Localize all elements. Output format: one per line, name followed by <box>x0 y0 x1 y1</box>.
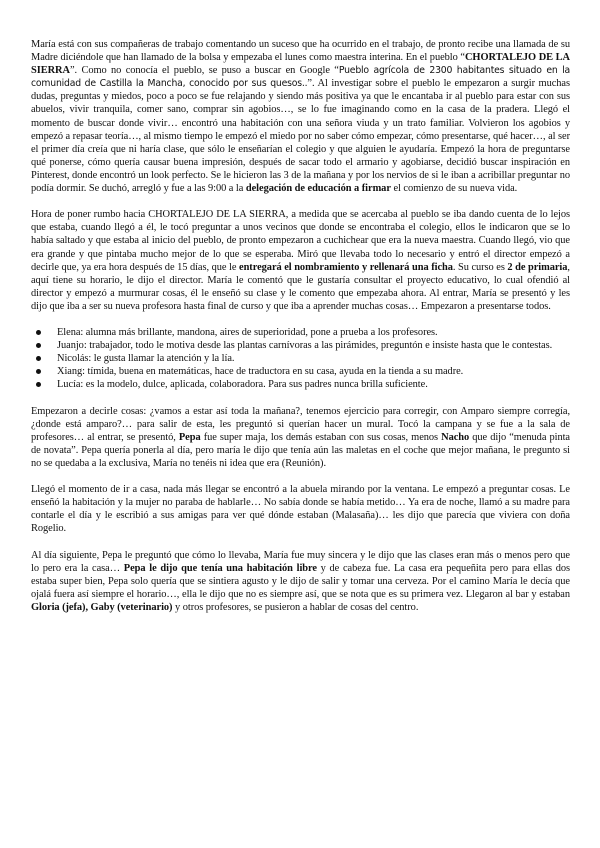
bold-town-name: CHORTALEJO DE LA SIERRA <box>31 52 570 77</box>
bold-pepa: Pepa <box>178 431 201 443</box>
list-item <box>57 378 570 391</box>
text-run: María está con sus compañeras de trabajo comentando un suceso que ha ocurrido en el trabajo, de pronto recibe una llamada de su Madre diciéndole que han llamado de la bolsa y empezaba el lunes como maestra interina. En el pueblo “ <box>31 39 570 64</box>
text-run: Llegó el momento de ir a casa, nada más llegar se encontró a la abuela mirando por la ventana. Le empezó a preguntar cosas. Le enseñó la habitación y la mujer no paraba de hablarle… No sabía donde se había metido… Ya era de noche, llamó a su madre para contarle el día y le escribió a sus amigas para ver qué dónde estaban (Malasaña)… les dijo que parecía que viviera con doña Rogelio. <box>31 484 570 535</box>
student-text: Juanjo: trabajador, todo le motiva desde las plantas carnívoras a las pirámides, preguntón e insiste hasta que le contestas. <box>57 340 553 352</box>
bullet-icon <box>36 382 41 387</box>
list-item <box>57 326 570 339</box>
text-run: el comienzo de su nueva vida. <box>390 183 518 195</box>
text-run: fue super maja, los demás estaban con sus cosas, menos <box>200 431 442 443</box>
text-run: Al día siguiente, Pepa le preguntó que cómo lo llevaba, María fue muy sincera y le dijo que las clases eran más o menos pero que lo pero era la casa… <box>31 549 570 574</box>
bullet-icon <box>36 369 41 374</box>
list-item <box>57 352 570 365</box>
student-text: Xiang: tímida, buena en matemáticas, hace de traductora en su casa, ayuda en la tienda a su madre. <box>57 366 464 378</box>
text-run: Hora de poner rumbo hacia CHORTALEJO DE LA SIERRA, a medida que se acercaba al pueblo se iba dando cuenta de lo lejos que estaba, cuando llegó a él, le tocó preguntar a unos vecinos que donde se encontraba el colegio, ellos le indicaron que se lo había saltado y que estaba al inicio del pueblo, de pronto empezaron a cuchichear que era la nueva maestra. Cuando llegó, vio que era grande y que pintaba mucho mejor de lo que se esperaba. Miró que llevaba todo lo necesario y entró el director empezó a decirle que, ya era hora después de 15 días, que le <box>31 209 570 273</box>
google-search-quote: Pueblo agrícola de 2300 habitantes situado en la comunidad de Castilla la Mancha, conocido por sus quesos.. <box>31 65 570 90</box>
paragraph-next-day <box>31 549 570 614</box>
text-run: ”. Al investigar sobre el pueblo le empezaron a surgir muchas dudas, preguntas y miedos, poco a poco se fue relajando y siendo más positiva ya que le encantaba ir al pueblo para estar con sus abuelos, vivir tranquila, comer sano, comprar sin agobios…, se lo fue imaginando como en la casa de la pradera. Llegó el momento de buscar donde vivir… encontró una habitación con una señora viuda y un trato familiar. Volvieron los agobios y empezó a repasar teoría…, al mismo tiempo le empezó el miedo por no saber cómo empezar, cómo presentarse, qué hacer…, al ser el primer día creía que ni haría clase, que sólo le enseñarían el colegio y que alguien le ayudaría. Empezó la hora de preguntarse qué ponerse, cómo quería causar buena impresión, después de sacar todo el armario y agobiarse, decidió buscar inspiración en Pinterest, donde encontró un look perfecto. Se le hicieron las 3 de la mañana y por los nervios de si le iban a acribillar preguntar no podía dormir. Se duchó, arregló y fue a las 9:00 a la <box>31 78 570 195</box>
paragraph-home <box>31 483 570 535</box>
text-run: Empezaron a decirle cosas: ¿vamos a estar así toda la mañana?, tenemos ejercicio para corregir, con Amparo siempre corregía, ¿donde está amparo?… para salir de esta, les preguntó si querían hacer un mural. Tocó la campana y se fue a la sala de profesores… al entrar, se presentó, <box>31 405 570 443</box>
paragraph-intro <box>31 38 570 195</box>
bold-nacho: Nacho <box>441 431 470 443</box>
text-run: . Su curso es <box>452 261 508 273</box>
text-run: ”. Como no conocía el pueblo, se puso a buscar en Google “ <box>69 65 339 77</box>
paragraph-arrival <box>31 208 570 313</box>
bullet-icon <box>36 330 41 335</box>
list-item <box>57 339 570 352</box>
bullet-icon <box>36 343 41 348</box>
bold-course: 2 de primaria <box>507 261 568 273</box>
bold-room-offer: Pepa le dijo que tenía una habitación libre <box>123 562 317 574</box>
document-page <box>31 38 570 627</box>
bold-nombramiento: entregará el nombramiento y rellenará una ficha <box>239 261 453 273</box>
bold-names: Gloria (jefa), Gaby (veterinario) <box>31 602 173 614</box>
list-item <box>57 365 570 378</box>
bullet-icon <box>36 356 41 361</box>
text-run: y otros profesores, se pusieron a hablar de cosas del centro. <box>172 602 419 614</box>
paragraph-staffroom <box>31 405 570 470</box>
student-text: Nicolás: le gusta llamar la atención y la lía. <box>57 353 235 365</box>
student-list <box>31 326 570 391</box>
text-run: y de cabeza fue. La casa era pequeñita pero para ellas dos estaba super bien, Pepa solo quería que se sintiera agusto y le dijo de salir y tomar una cerveza. Por el camino María le decía que ojalá fuera así siempre el horario…, ella le dijo que no es siempre así, que se nota que es su primera vez. Llegaron al bar y estaban <box>31 562 571 600</box>
student-text: Elena: alumna más brillante, mandona, aires de superioridad, pone a prueba a los profesores. <box>57 327 438 339</box>
text-run: , aquí tiene su horario, le dijo el director. María le comentó que le gustaría consultar el proyecto educativo, lo cual ofendió al director y empezó a murmurar cosas, él le enseñó su clase y le comento que empezaba ahora. Al entrar, María se presentó y les dijo que iba a ser su nueva profesora hasta final de curso y que iba a aprender muchas cosas… Empezaron a presentarse todos. <box>31 261 570 312</box>
bold-delegacion: delegación de educación a firmar <box>245 183 391 195</box>
student-text: Lucía: es la modelo, dulce, aplicada, colaboradora. Para sus padres nunca brilla suficiente. <box>57 379 428 391</box>
text-run: que dijo “menuda pinta de novata”. Pepa quería ponerla al día, pero maría le dijo que tenía aún las maletas en el coche que mejor mañana, le pregunto si no se quedaba a la exclusiva, María no tenéis ni idea que era (Reunión). <box>31 431 570 469</box>
